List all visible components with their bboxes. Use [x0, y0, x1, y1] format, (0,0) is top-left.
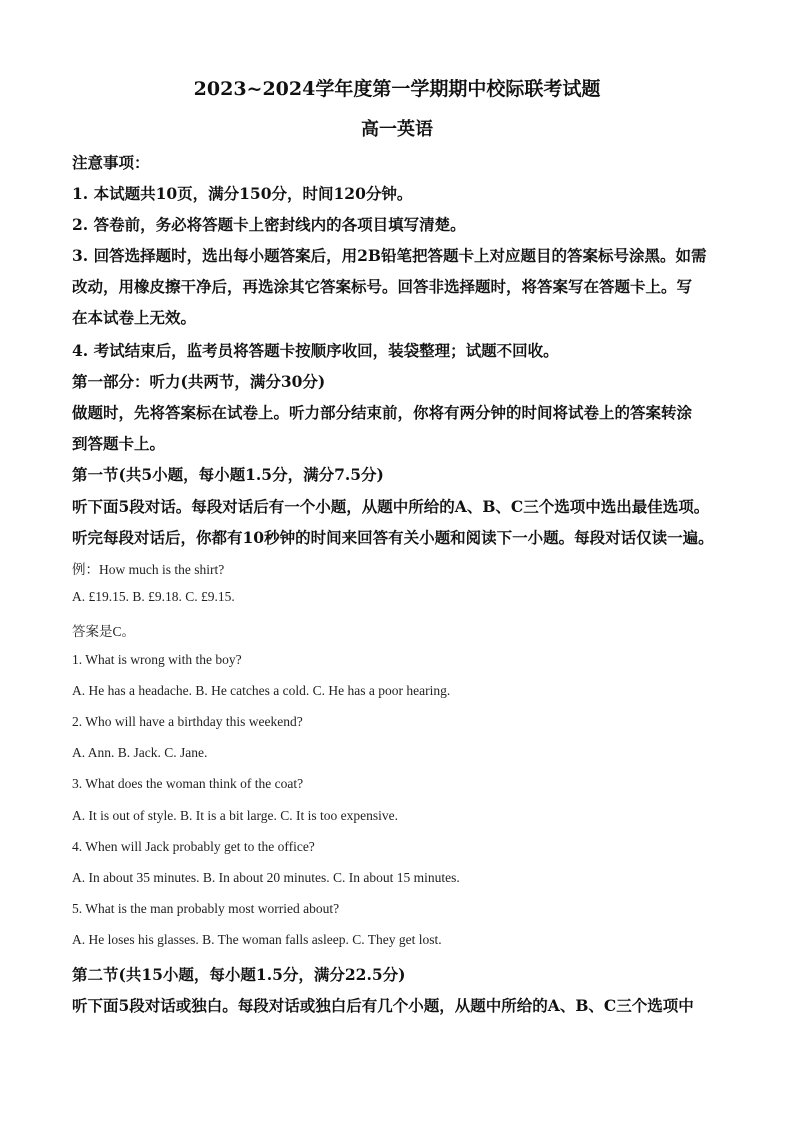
question-1: 1. What is wrong with the boy? [72, 652, 242, 667]
question-4-options: A. In about 35 minutes. B. In about 20 minutes. C. In about 15 minutes. [72, 870, 460, 885]
example-options: A. £19.15. B. £9.18. C. £9.15. [72, 589, 235, 604]
question-5-options: A. He loses his glasses. B. The woman falls asleep. C. They get lost. [72, 932, 442, 947]
section1-instruction-line-1: 听下面5段对话。每段对话后有一个小题，从题中所给的A、B、C三个选项中选出最佳选项。 [72, 497, 710, 516]
section1-instruction-line-2: 听完每段对话后，你都有10秒钟的时间来回答有关小题和阅读下一小题。每段对话仅读一遍。 [72, 528, 714, 547]
question-5: 5. What is the man probably most worried about? [72, 901, 340, 916]
question-4: 4. When will Jack probably get to the office? [72, 839, 315, 854]
exam-subject: 高一英语 [361, 119, 433, 140]
section2-instruction-line-1: 听下面5段对话或独白。每段对话或独白后有几个小题，从题中所给的A、B、C三个选项中 [72, 996, 694, 1015]
question-2-options: A. Ann. B. Jack. C. Jane. [72, 745, 208, 760]
part1-heading: 第一部分：听力(共两节，满分30分) [72, 372, 326, 391]
note-item-2: 2. 答卷前，务必将答题卡上密封线内的各项目填写清楚。 [72, 215, 466, 234]
note-item-3-line-1: 3. 回答选择题时，选出每小题答案后，用2B铅笔把答题卡上对应题目的答案标号涂黑。如需 [72, 246, 707, 265]
notes-heading: 注意事项： [72, 153, 150, 172]
example-answer: 答案是C。 [72, 624, 136, 639]
note-item-3-line-3: 在本试卷上无效。 [72, 308, 197, 327]
note-item-1: 1. 本试题共10页，满分150分，时间120分钟。 [72, 184, 413, 203]
section2-heading: 第二节(共15小题，每小题1.5分，满分22.5分) [72, 965, 406, 984]
part1-intro-line-1: 做题时，先将答案标在试卷上。听力部分结束前，你将有两分钟的时间将试卷上的答案转涂 [72, 403, 693, 422]
example-question: 例：How much is the shirt? [72, 562, 225, 577]
question-2: 2. Who will have a birthday this weekend? [72, 714, 303, 729]
note-item-4: 4. 考试结束后，监考员将答题卡按顺序收回，装袋整理；试题不回收。 [72, 341, 559, 360]
question-1-options: A. He has a headache. B. He catches a cold. C. He has a poor hearing. [72, 683, 451, 698]
note-item-3-line-2: 改动，用橡皮擦干净后，再选涂其它答案标号。回答非选择题时，将答案写在答题卡上。写 [72, 277, 693, 296]
exam-title: 2023~2024学年度第一学期期中校际联考试题 [193, 78, 601, 100]
section1-heading: 第一节(共5小题，每小题1.5分，满分7.5分) [72, 465, 384, 484]
question-3-options: A. It is out of style. B. It is a bit large. C. It is too expensive. [72, 808, 398, 823]
part1-intro-line-2: 到答题卡上。 [72, 434, 166, 453]
question-3: 3. What does the woman think of the coat? [72, 776, 304, 791]
